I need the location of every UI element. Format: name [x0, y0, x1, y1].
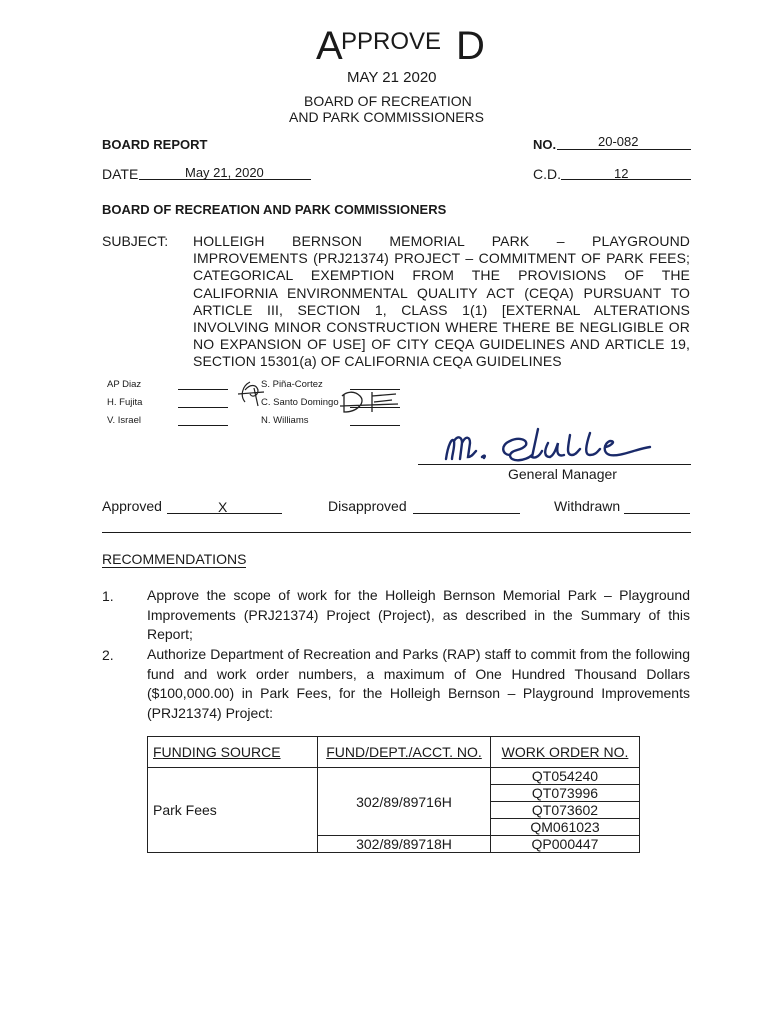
approved-stamp [316, 24, 496, 68]
subject-label: SUBJECT: [102, 233, 169, 249]
header-fund-account: FUND/DEPT./ACCT. NO. [318, 737, 491, 768]
stamp-letter-a: A [316, 24, 342, 68]
date-label: DATE [102, 166, 139, 182]
general-manager-signature [440, 425, 670, 467]
vote-line-left-2 [178, 407, 228, 408]
stamp-line-2: AND PARK COMMISSIONERS [289, 109, 484, 125]
board-heading: BOARD OF RECREATION AND PARK COMMISSIONERS [102, 202, 447, 217]
table-row [148, 768, 640, 785]
account-cell-1: 302/89/89716H [318, 768, 491, 836]
recommendation-2-number: 2. [102, 647, 114, 663]
vote-line-left-1 [178, 389, 228, 390]
header-work-order: WORK ORDER NO. [491, 737, 640, 768]
cd-label: C.D. [533, 166, 561, 182]
funding-source-cell: Park Fees [148, 768, 318, 853]
subject-text: HOLLEIGH BERNSON MEMORIAL PARK – PLAYGROUND IMPROVEMENTS (PRJ21374) PROJECT – COMMITMENT OF PARK FEES; CATEGORICAL EXEMPTION FROM THE PROVISIONS OF THE CALIFORNIA ENVIRONMENTAL QUALITY ACT (CEQA) PURSUANT TO ARTICLE III, SECTION 1, CLASS 1(1) [EXTERNAL ALTERATIONS INVOLVING MINOR CONSTRUCTION WHERE THERE BE NEGLIGIBLE OR NO EXPANSION OF USE] OF CITY CEQA GUIDELINES AND ARTICLE 19, SECTION 15301(a) OF CALIFORNIA CEQA GUIDELINES [193, 233, 690, 370]
work-order-cell: QP000447 [491, 836, 640, 853]
withdrawn-line [624, 513, 690, 514]
withdrawn-label: Withdrawn [554, 498, 621, 514]
disapproved-line [413, 513, 520, 514]
signature-title: General Manager [508, 466, 617, 482]
approved-label: Approved [102, 498, 162, 514]
recommendation-2-text: Authorize Department of Recreation and Parks (RAP) staff to commit from the following fund and work order numbers, a maximum of One Hundred Thousand Dollars ($100,000.00) in Park Fees, for the Holleigh Bernson – Playground Improvements (PRJ21374) Project: [147, 646, 690, 721]
funding-table-header [148, 737, 640, 768]
commissioner-right-1: S. Piña-Cortez [261, 379, 323, 390]
commissioner-left-3: V. Israel [107, 415, 141, 426]
approved-mark: X [218, 499, 228, 515]
recommendations-heading: RECOMMENDATIONS [102, 551, 247, 567]
stamp-letter-d: D [456, 24, 484, 68]
work-order-cell: QM061023 [491, 819, 640, 836]
initials-scribble-2 [338, 386, 404, 416]
report-number-label: NO. [533, 137, 557, 152]
cd-value: 12 [614, 166, 629, 181]
initials-scribble-1 [236, 376, 266, 410]
stamp-word: PPROVE [341, 28, 442, 55]
section-divider [102, 532, 691, 533]
report-number-value: 20-082 [598, 134, 639, 149]
stamp-date: MAY 21 2020 [347, 69, 437, 86]
date-value: May 21, 2020 [185, 165, 264, 180]
report-number-line [557, 149, 691, 150]
commissioner-left-2: H. Fujita [107, 397, 143, 408]
work-order-cell: QT073602 [491, 802, 640, 819]
account-cell-2: 302/89/89718H [318, 836, 491, 853]
work-order-cell: QT054240 [491, 768, 640, 785]
recommendation-1-number: 1. [102, 588, 114, 604]
commissioner-right-3: N. Williams [261, 415, 309, 426]
signature-line [418, 464, 691, 465]
vote-line-right-3 [350, 425, 400, 426]
header-funding-source: FUNDING SOURCE [148, 737, 318, 768]
disapproved-label: Disapproved [328, 498, 407, 514]
board-report-label: BOARD REPORT [102, 137, 208, 152]
vote-line-left-3 [178, 425, 228, 426]
work-order-cell: QT073996 [491, 785, 640, 802]
recommendation-1-text: Approve the scope of work for the Holleigh Bernson Memorial Park – Playground Improvements (PRJ21374) Project (Project), as described in the Summary of this Report; [147, 587, 690, 642]
commissioner-left-1: AP Diaz [107, 379, 142, 390]
funding-table [147, 736, 640, 853]
commissioner-right-2: C. Santo Domingo [261, 397, 339, 408]
stamp-line-1: BOARD OF RECREATION [304, 93, 472, 109]
